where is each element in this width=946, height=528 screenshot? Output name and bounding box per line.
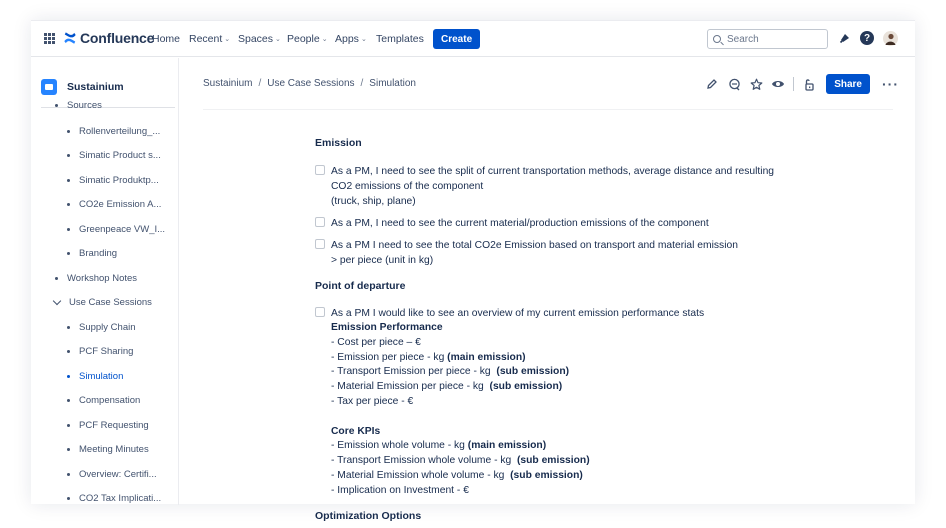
sidebar-item-sources[interactable]: Sources (55, 100, 102, 111)
bullet-icon (67, 228, 70, 231)
task-text: As a PM I would like to see an overview of my current emission performance stats (331, 308, 705, 319)
nav-spaces[interactable]: Spaces ⌄ (238, 33, 281, 45)
task-item (315, 238, 738, 268)
chevron-down-icon: ⌄ (360, 36, 367, 43)
task-item (315, 306, 704, 321)
task-checkbox[interactable] (315, 307, 325, 317)
task-checkbox[interactable] (315, 217, 325, 227)
nav-apps[interactable]: Apps ⌄ (335, 33, 367, 45)
page-actions (699, 74, 899, 94)
sidebar-item-simatic-product[interactable]: Simatic Product s... (67, 150, 161, 161)
task-item (315, 216, 709, 231)
avatar[interactable] (882, 30, 898, 46)
heading-point-of-departure: Point of departure (315, 280, 406, 292)
bullet-icon (67, 424, 70, 427)
bullet-icon (67, 179, 70, 182)
heading-optimization-options: Optimization Options (315, 510, 422, 522)
breadcrumb-simulation[interactable]: Simulation (369, 78, 416, 89)
task-text: As a PM, I need to see the split of current transportation methods, average distance and resulting (331, 166, 775, 177)
bullet-icon (67, 399, 70, 402)
sidebar-item-meeting-minutes[interactable]: Meeting Minutes (67, 444, 149, 455)
sidebar-item-co2e-emission[interactable]: CO2e Emission A... (67, 199, 161, 210)
star-icon (750, 78, 763, 91)
stat-line: - Transport Emission per piece - kg (sub emission) (331, 366, 570, 378)
subheading-emission-performance: Emission Performance (331, 322, 443, 333)
bullet-icon (55, 104, 58, 107)
star-button[interactable] (747, 75, 765, 93)
bullet-icon (67, 473, 70, 476)
nav-people[interactable]: People ⌄ (287, 33, 328, 45)
nav-recent[interactable]: Recent ⌄ (189, 33, 231, 45)
breadcrumb-separator: / (360, 78, 364, 89)
sidebar-item-workshop-notes[interactable]: Workshop Notes (55, 273, 137, 284)
sidebar-item-overview-certifi[interactable]: Overview: Certifi... (67, 469, 157, 480)
sidebar-item-pcf-sharing[interactable]: PCF Sharing (67, 346, 133, 357)
sidebar-item-use-case-sessions[interactable]: Use Case Sessions (55, 297, 152, 308)
confluence-logo[interactable] (63, 30, 154, 46)
bullet-icon (67, 252, 70, 255)
bullet-icon (67, 203, 70, 206)
task-text: > per piece (unit in kg) (331, 255, 434, 266)
kpi-line: - Implication on Investment - € (331, 484, 469, 496)
subheading-core-kpis: Core KPIs (331, 425, 381, 437)
sidebar-item-pcf-requesting[interactable]: PCF Requesting (67, 420, 149, 431)
eye-icon (771, 78, 785, 90)
sidebar-item-co2-tax[interactable]: CO2 Tax Implicati... (67, 493, 161, 504)
bullet-icon (67, 130, 70, 133)
sidebar-item-simulation[interactable]: Simulation (67, 371, 123, 382)
breadcrumb-separator: / (258, 78, 262, 89)
bullet-icon (67, 375, 70, 378)
user-avatar-icon (883, 31, 898, 46)
chevron-down-icon: ⌄ (275, 36, 281, 43)
breadcrumb-use-case-sessions[interactable]: Use Case Sessions (267, 78, 355, 89)
confluence-logo-icon (63, 31, 77, 45)
task-text: As a PM, I need to see the current material/production emissions of the component (331, 218, 709, 229)
task-checkbox[interactable] (315, 165, 325, 175)
sidebar-item-simatic-produktp[interactable]: Simatic Produktp... (67, 175, 159, 186)
breadcrumb (203, 78, 416, 89)
app-name: Confluence (80, 30, 155, 46)
sidebar-item-compensation[interactable]: Compensation (67, 395, 140, 406)
unlock-icon (803, 78, 815, 91)
bullet-icon (67, 448, 70, 451)
comment-button[interactable] (725, 75, 743, 93)
bullet-icon (67, 350, 70, 353)
sidebar-item-supply-chain[interactable]: Supply Chain (67, 322, 136, 333)
breadcrumb-sustainium[interactable]: Sustainium (203, 78, 253, 89)
heading-emission: Emission (315, 137, 362, 149)
top-navigation (31, 21, 915, 57)
kpi-line: - Emission whole volume - kg (main emission) (331, 440, 547, 452)
help-icon: ? (860, 31, 874, 45)
watch-button[interactable] (769, 75, 787, 93)
nav-home[interactable]: Home (152, 33, 181, 45)
megaphone-icon (839, 32, 851, 44)
task-details (331, 321, 590, 499)
header-divider (203, 109, 893, 110)
edit-button[interactable] (703, 75, 721, 93)
stat-line: - Cost per piece – € (331, 336, 421, 348)
create-button[interactable]: Create (433, 29, 480, 49)
pencil-icon (706, 78, 718, 90)
space-sidebar (31, 58, 179, 505)
stat-line: - Emission per piece - kg (main emission) (331, 351, 526, 363)
spacer (331, 410, 590, 425)
restrictions-button[interactable] (800, 75, 818, 93)
task-text: (truck, ship, plane) (331, 196, 416, 207)
actions-divider (793, 77, 794, 91)
task-item (315, 164, 774, 209)
task-text: As a PM I need to see the total CO2e Emission based on transport and material emission (331, 240, 738, 251)
confluence-window (31, 20, 915, 522)
kpi-line: - Transport Emission whole volume - kg (sub emission) (331, 455, 590, 467)
stat-line: - Material Emission per piece - kg (sub emission) (331, 381, 563, 393)
bullet-icon (67, 154, 70, 157)
nav-templates[interactable]: Templates (376, 33, 424, 45)
page-main (180, 58, 915, 522)
stat-line: - Tax per piece - € (331, 395, 414, 407)
app-switcher-icon[interactable] (44, 33, 55, 44)
space-logo-icon (41, 79, 57, 95)
search-placeholder: Search (727, 33, 759, 45)
sidebar-item-branding[interactable]: Branding (67, 248, 117, 259)
help-button[interactable] (859, 30, 875, 46)
task-text: CO2 emissions of the component (331, 181, 484, 192)
more-actions-button[interactable]: ··· (882, 76, 899, 92)
chevron-down-icon[interactable] (53, 297, 61, 305)
chevron-down-icon: ⌄ (224, 36, 231, 43)
bullet-icon (55, 277, 58, 280)
space-header[interactable] (41, 79, 124, 95)
bullet-icon (67, 326, 70, 329)
space-name: Sustainium (67, 81, 124, 93)
search-input[interactable] (707, 29, 828, 49)
notifications-icon[interactable] (837, 30, 853, 46)
chevron-down-icon: ⌄ (321, 36, 328, 43)
search-icon (713, 35, 721, 43)
sidebar-item-rollenverteilung[interactable]: Rollenverteilung_... (67, 126, 160, 137)
comment-icon (728, 78, 741, 91)
share-button[interactable]: Share (826, 74, 870, 94)
kpi-line: - Material Emission whole volume - kg (sub emission) (331, 469, 583, 481)
sidebar-item-greenpeace[interactable]: Greenpeace VW_I... (67, 224, 165, 235)
bullet-icon (67, 497, 70, 500)
task-checkbox[interactable] (315, 239, 325, 249)
